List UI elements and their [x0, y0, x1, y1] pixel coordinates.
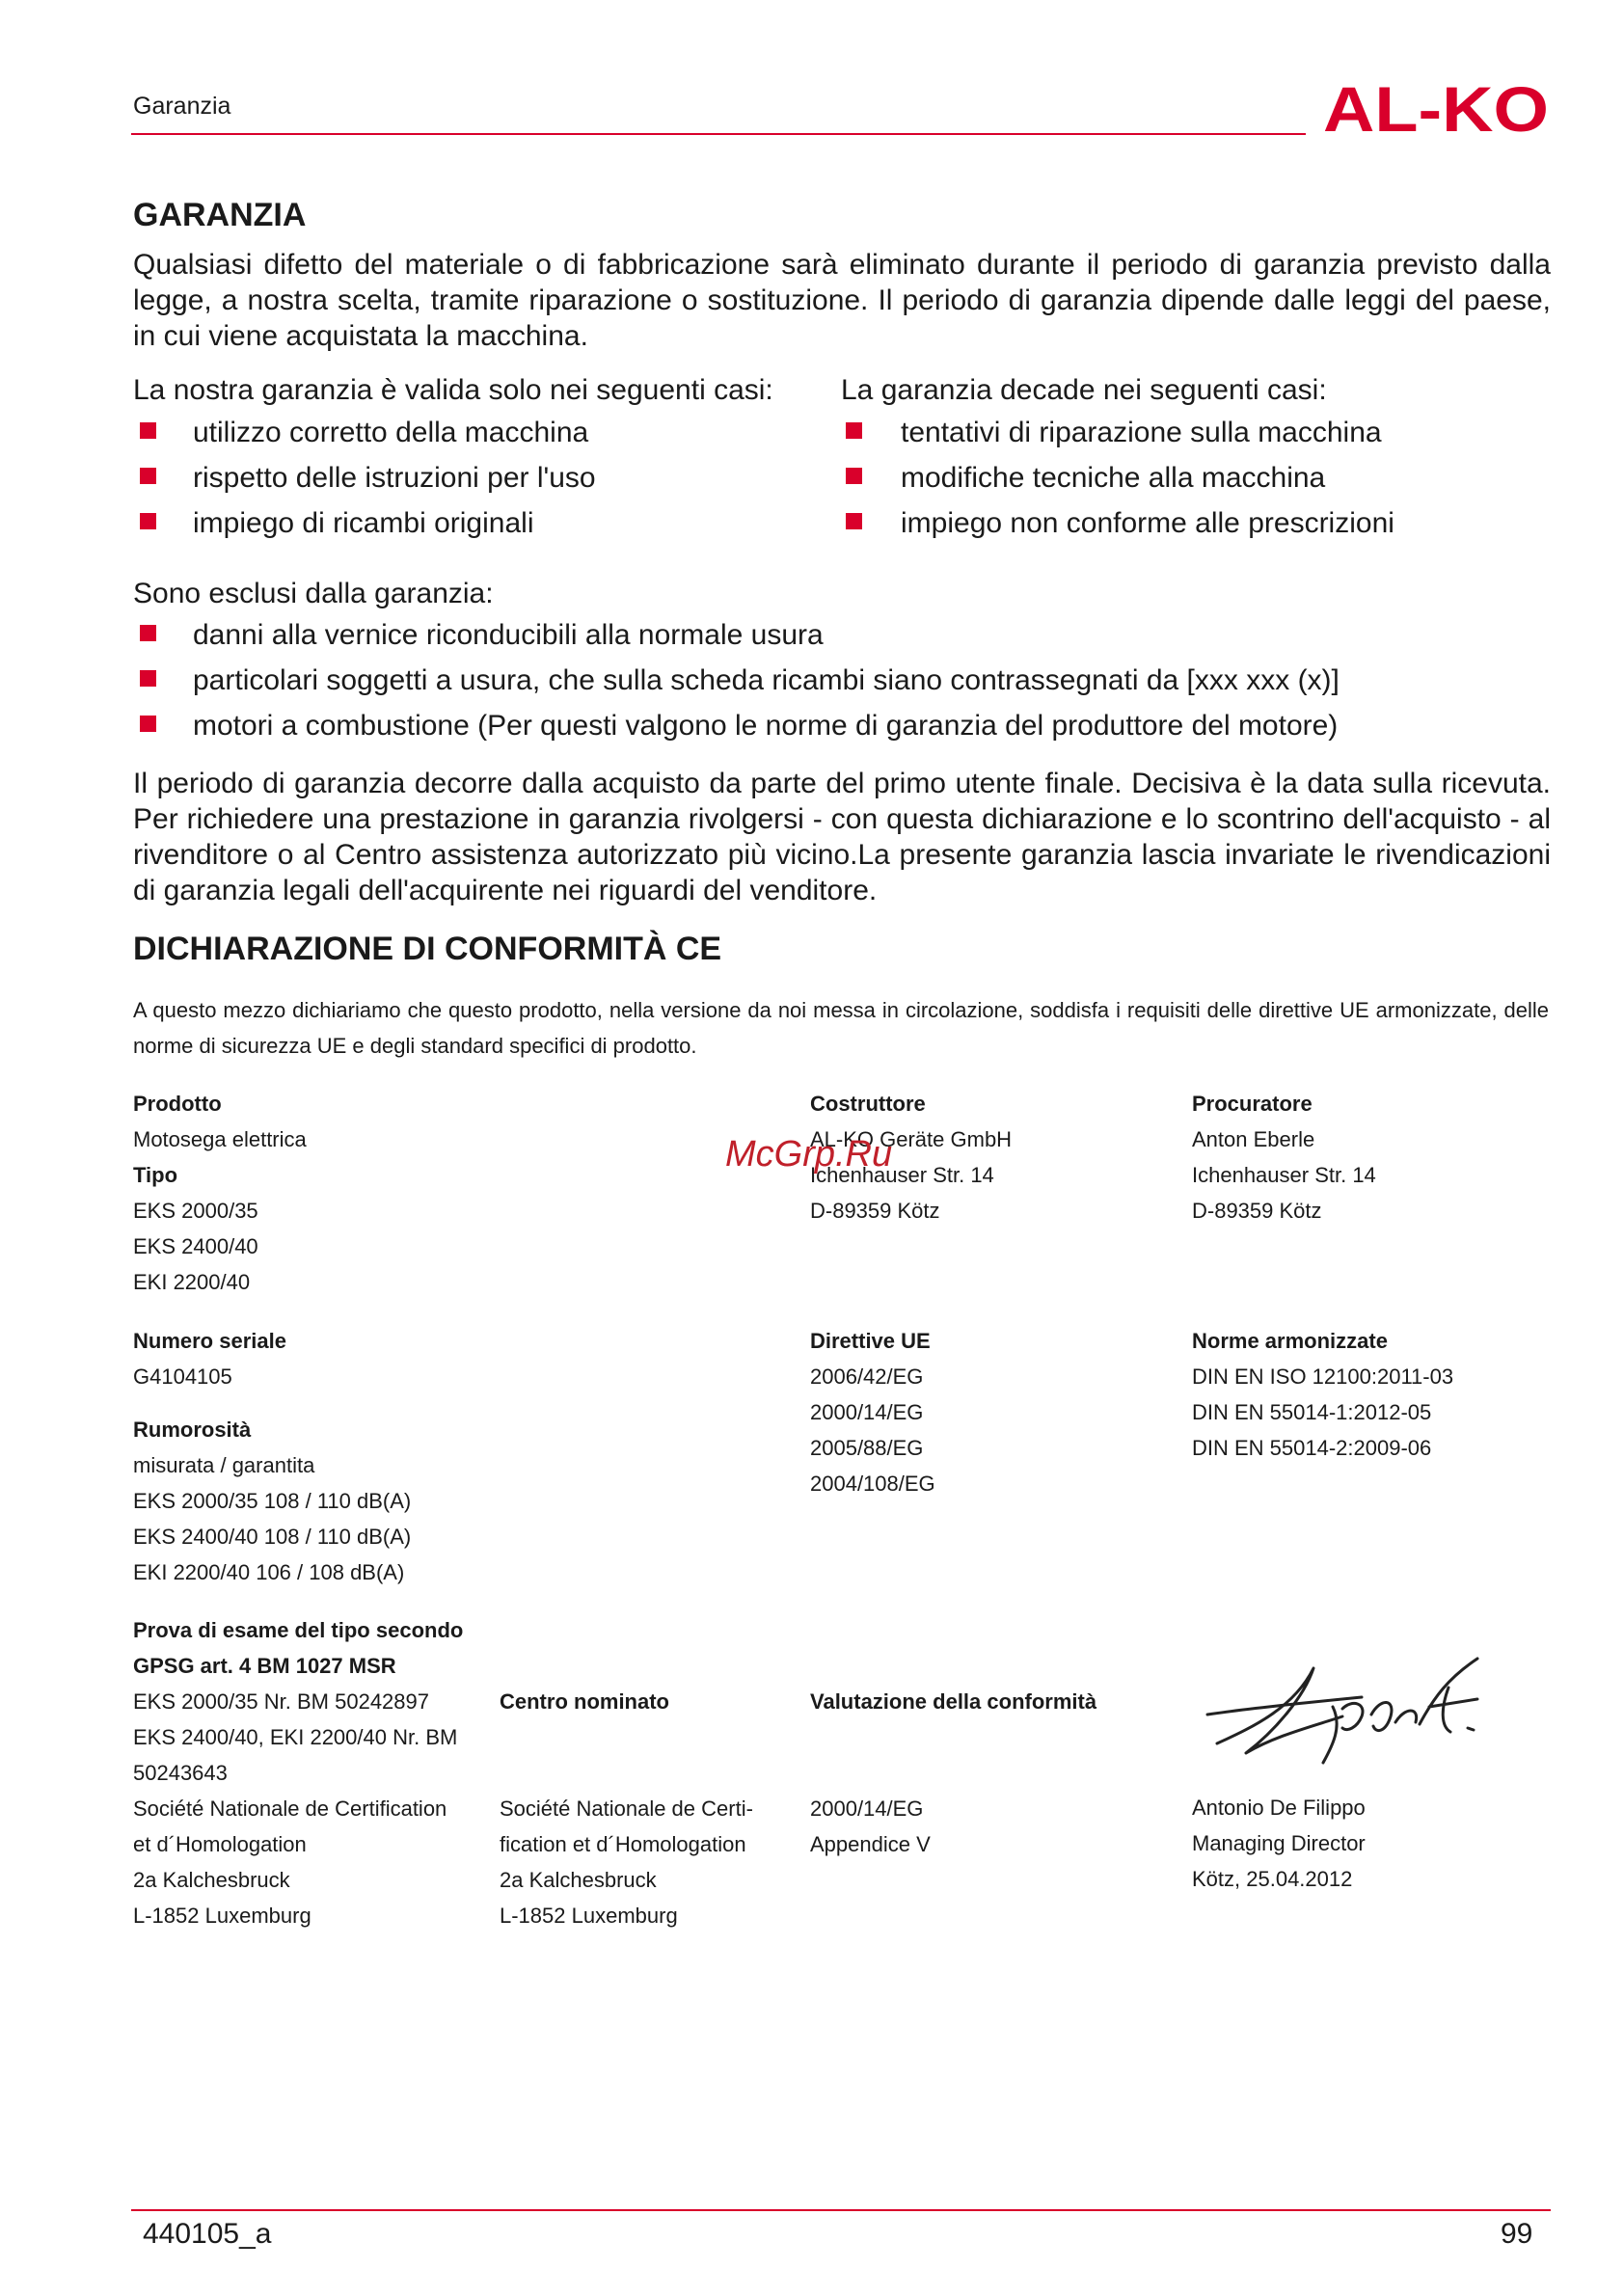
serial-label: Numero seriale: [133, 1329, 286, 1353]
norms-block: [1192, 1323, 1453, 1466]
norm-item: DIN EN 55014-2:2009-06: [1192, 1436, 1432, 1460]
type-exam-line: et d´Homologation: [133, 1832, 307, 1856]
signer-line: Kötz, 25.04.2012: [1192, 1867, 1353, 1891]
valid-heading: La nostra garanzia è valida solo nei seguenti casi:: [133, 374, 773, 406]
notified-line: Société Nationale de Certi-: [500, 1796, 753, 1821]
noise-line: EKS 2400/40 108 / 110 dB(A): [133, 1525, 412, 1549]
bullet-square: [846, 513, 862, 529]
bullet-square: [140, 716, 156, 732]
product-block: [133, 1086, 307, 1300]
serial-block: [133, 1323, 286, 1394]
bullet-square: [140, 468, 156, 484]
notified-body-block: [500, 1684, 753, 1933]
signature-image: [1188, 1639, 1506, 1774]
type-exam-label: Prova di esame del tipo secondo: [133, 1618, 464, 1642]
signer-line: Antonio De Filippo: [1192, 1796, 1366, 1820]
footer-rule: [131, 2209, 1551, 2211]
norm-item: DIN EN 55014-1:2012-05: [1192, 1400, 1432, 1424]
conformity-title: DICHIARAZIONE DI CONFORMITÀ CE: [133, 931, 722, 967]
excluded-item: danni alla vernice riconducibili alla normale usura: [193, 619, 824, 651]
void-item: modifiche tecniche alla macchina: [901, 462, 1326, 494]
valid-item: utilizzo corretto della macchina: [193, 417, 589, 448]
type-exam-line: 50243643: [133, 1761, 228, 1785]
header-section-label: Garanzia: [133, 93, 231, 120]
noise-label: Rumorosità: [133, 1418, 252, 1442]
bullet-square: [140, 670, 156, 687]
product-value: Motosega elettrica: [133, 1127, 307, 1151]
assessment-label: Valutazione della conformità: [810, 1689, 1097, 1714]
assessment-block: [810, 1684, 1096, 1862]
manufacturer-line: Ichenhauser Str. 14: [810, 1163, 994, 1187]
type-item: EKS 2000/35: [133, 1199, 258, 1223]
directive-item: 2006/42/EG: [810, 1364, 924, 1389]
alko-logo: [1323, 77, 1551, 139]
warranty-title: GARANZIA: [133, 197, 307, 233]
valid-item: rispetto delle istruzioni per l'uso: [193, 462, 596, 494]
noise-line: EKS 2000/35 108 / 110 dB(A): [133, 1489, 412, 1513]
type-exam-line: EKS 2400/40, EKI 2200/40 Nr. BM: [133, 1725, 458, 1749]
type-exam-line: 2a Kalchesbruck: [133, 1868, 290, 1892]
directive-item: 2000/14/EG: [810, 1400, 924, 1424]
noise-line: EKI 2200/40 106 / 108 dB(A): [133, 1560, 405, 1584]
logo-text: AL-KO: [1323, 77, 1549, 139]
directives-label: Direttive UE: [810, 1329, 931, 1353]
notified-line: L-1852 Luxemburg: [500, 1904, 678, 1928]
manufacturer-label: Costruttore: [810, 1092, 926, 1116]
type-item: EKI 2200/40: [133, 1270, 251, 1294]
notified-line: fication et d´Homologation: [500, 1832, 746, 1856]
notified-line: 2a Kalchesbruck: [500, 1868, 657, 1892]
type-exam-line: EKS 2000/35 Nr. BM 50242897: [133, 1689, 429, 1714]
type-label: Tipo: [133, 1163, 178, 1187]
agent-label: Procuratore: [1192, 1092, 1313, 1116]
assessment-line: 2000/14/EG: [810, 1796, 924, 1821]
valid-item: impiego di ricambi originali: [193, 507, 534, 539]
agent-block: [1192, 1086, 1376, 1229]
excluded-item: particolari soggetti a usura, che sulla scheda ricambi siano contrassegnati da [xxx xxx (x)]: [193, 664, 1340, 696]
type-exam-line: L-1852 Luxemburg: [133, 1904, 311, 1928]
excluded-heading: Sono esclusi dalla garanzia:: [133, 578, 494, 609]
manufacturer-line: AL-KO Geräte GmbH: [810, 1127, 1013, 1151]
signer-line: Managing Director: [1192, 1831, 1366, 1855]
assessment-line: Appendice V: [810, 1832, 931, 1856]
void-item: impiego non conforme alle prescrizioni: [901, 507, 1394, 539]
agent-line: D-89359 Kötz: [1192, 1199, 1322, 1223]
type-exam-block: [133, 1612, 463, 1933]
footer-page-number: 99: [1501, 2218, 1533, 2250]
warranty-intro: Qualsiasi difetto del materiale o di fabbricazione sarà eliminato durante il periodo di garanzia previsto dalla legge, a nostra scelta, tramite riparazione o sostituzione. Il periodo di garanzia dipende dalle leggi del paese, in cui viene acquistata la macchina.: [133, 249, 1551, 352]
notified-label: Centro nominato: [500, 1689, 669, 1714]
bullet-square: [140, 513, 156, 529]
void-item: tentativi di riparazione sulla macchina: [901, 417, 1382, 448]
watermark: McGrp.Ru: [725, 1134, 893, 1175]
manufacturer-line: D-89359 Kötz: [810, 1199, 940, 1223]
product-label: Prodotto: [133, 1092, 222, 1116]
header-rule: [131, 133, 1306, 135]
bullet-square: [140, 422, 156, 439]
directive-item: 2004/108/EG: [810, 1472, 935, 1496]
bullet-square: [846, 422, 862, 439]
type-exam-line: Société Nationale de Certification: [133, 1796, 447, 1821]
directives-block: [810, 1323, 935, 1501]
footer-doc-number: 440105_a: [143, 2218, 272, 2250]
void-heading: La garanzia decade nei seguenti casi:: [841, 374, 1327, 406]
serial-value: G4104105: [133, 1364, 232, 1389]
type-exam-label: GPSG art. 4 BM 1027 MSR: [133, 1654, 396, 1678]
excluded-item: motori a combustione (Per questi valgono le norme di garanzia del produttore del motore): [193, 710, 1339, 742]
bullet-square: [846, 468, 862, 484]
bullet-square: [140, 625, 156, 641]
type-item: EKS 2400/40: [133, 1234, 258, 1258]
agent-line: Anton Eberle: [1192, 1127, 1315, 1151]
directive-item: 2005/88/EG: [810, 1436, 924, 1460]
noise-line: misurata / garantita: [133, 1453, 315, 1477]
noise-block: [133, 1412, 411, 1590]
agent-line: Ichenhauser Str. 14: [1192, 1163, 1376, 1187]
norms-label: Norme armonizzate: [1192, 1329, 1388, 1353]
signer-block: [1192, 1790, 1366, 1897]
norm-item: DIN EN ISO 12100:2011-03: [1192, 1364, 1454, 1389]
warranty-period-text: Il periodo di garanzia decorre dalla acquisto da parte del primo utente finale. Decisiva è la data sulla ricevuta. Per richiedere una prestazione in garanzia rivolgersi - con questa dichiarazione e lo scontrino dell'acquisto - al rivenditore o al Centro assistenza autorizzato più vicino.La presente garanzia lascia invariate le rivendicazioni di garanzia legali dell'acquirente nei riguardi del venditore.: [133, 768, 1551, 906]
conformity-intro: A questo mezzo dichiariamo che questo prodotto, nella versione da noi messa in circolazione, soddisfa i requisiti delle direttive UE armonizzate, delle norme di sicurezza UE e degli standard specifici di prodotto.: [133, 998, 1549, 1058]
